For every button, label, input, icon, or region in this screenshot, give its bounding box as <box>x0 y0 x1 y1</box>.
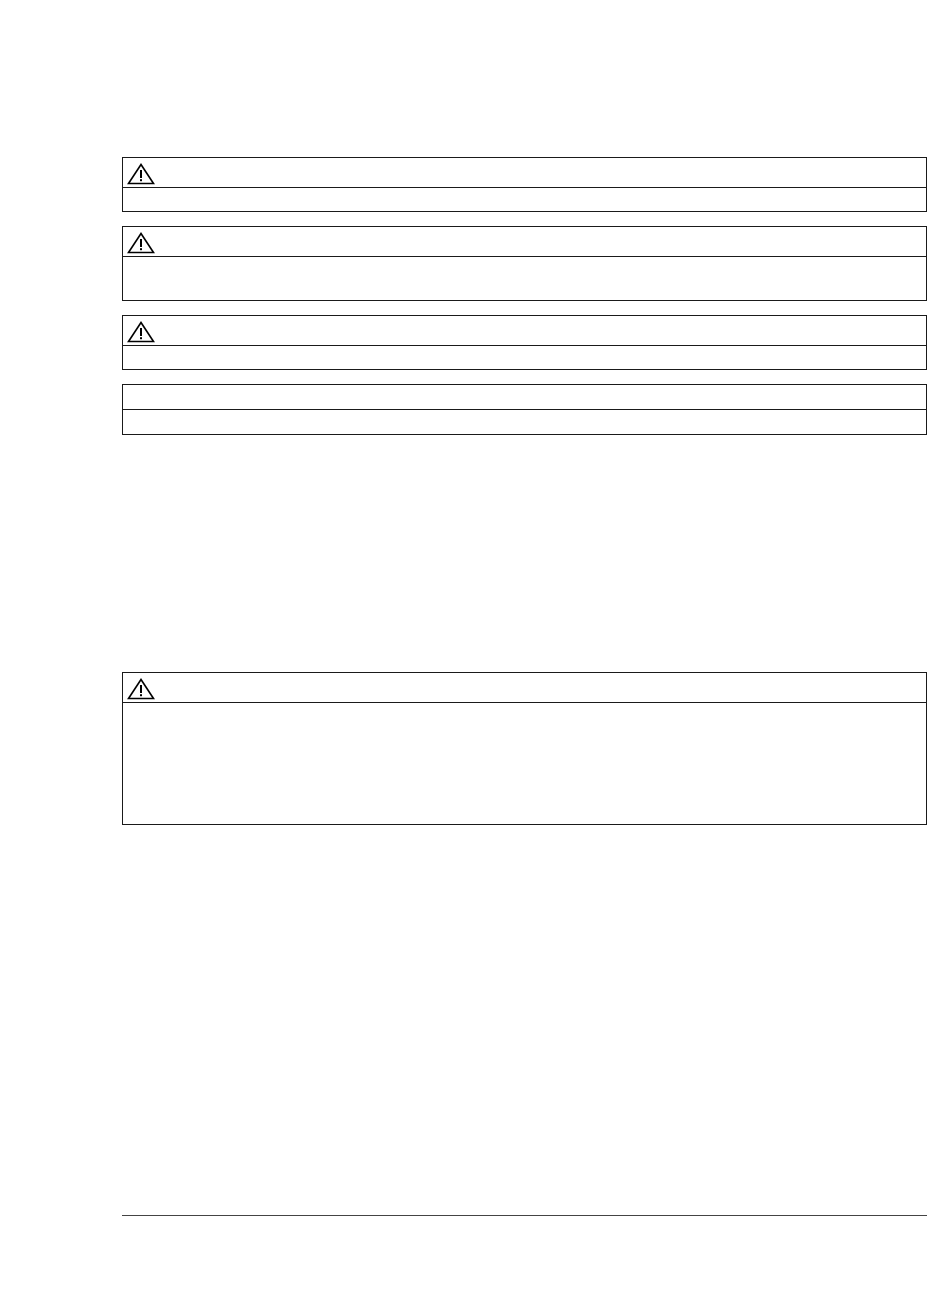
note-box <box>122 384 927 435</box>
notice-header <box>123 227 926 257</box>
warning-notice-1 <box>122 157 927 212</box>
footer-divider <box>122 1215 927 1216</box>
note-header <box>123 385 926 410</box>
notice-body <box>123 346 926 352</box>
warning-triangle-icon <box>127 321 155 343</box>
warning-triangle-icon <box>127 232 155 254</box>
warning-notice-2 <box>122 226 927 301</box>
note-body <box>123 410 926 416</box>
notice-body <box>123 257 926 263</box>
warning-triangle-icon <box>127 163 155 185</box>
notice-body <box>123 188 926 194</box>
notice-header <box>123 673 926 703</box>
warning-notice-5 <box>122 672 927 825</box>
notice-header <box>123 316 926 346</box>
warning-triangle-icon <box>127 678 155 700</box>
warning-notice-3 <box>122 315 927 370</box>
notice-body <box>123 703 926 709</box>
notice-header <box>123 158 926 188</box>
